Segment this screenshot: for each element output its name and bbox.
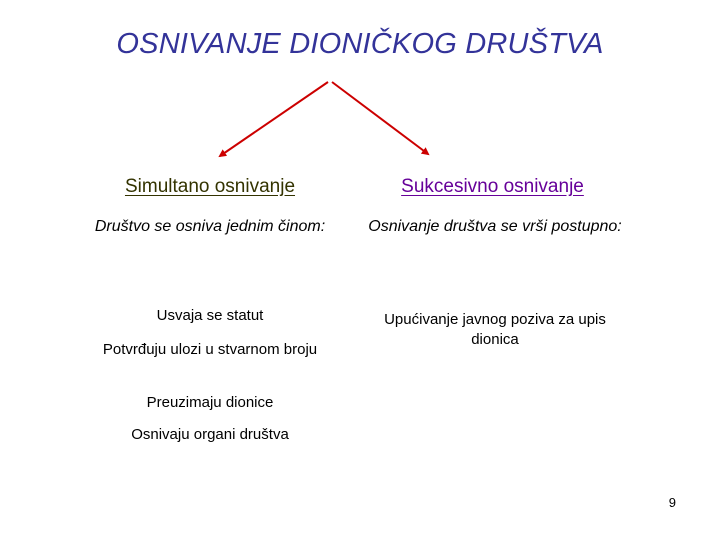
- left-step: Osnivaju organi društva: [131, 426, 289, 443]
- page-number: 9: [668, 495, 676, 510]
- successive-founding-heading: Sukcesivno osnivanje: [401, 176, 584, 197]
- simultaneous-description: Društvo se osniva jednim činom:: [94, 218, 326, 235]
- right-step: Upućivanje javnog poziva za upis dionica: [384, 311, 606, 348]
- left-step: Usvaja se statut: [156, 307, 264, 324]
- left-step: Preuzimaju dionice: [146, 394, 274, 411]
- left-step: Potvrđuju ulozi u stvarnom broju: [102, 341, 318, 358]
- arrow-right: [332, 82, 428, 154]
- page-title: OSNIVANJE DIONIČKOG DRUŠTVA: [116, 28, 604, 60]
- successive-description: Osnivanje društva se vrši postupno:: [368, 218, 622, 235]
- simultaneous-founding-heading: Simultano osnivanje: [124, 176, 296, 197]
- arrow-left: [220, 82, 328, 156]
